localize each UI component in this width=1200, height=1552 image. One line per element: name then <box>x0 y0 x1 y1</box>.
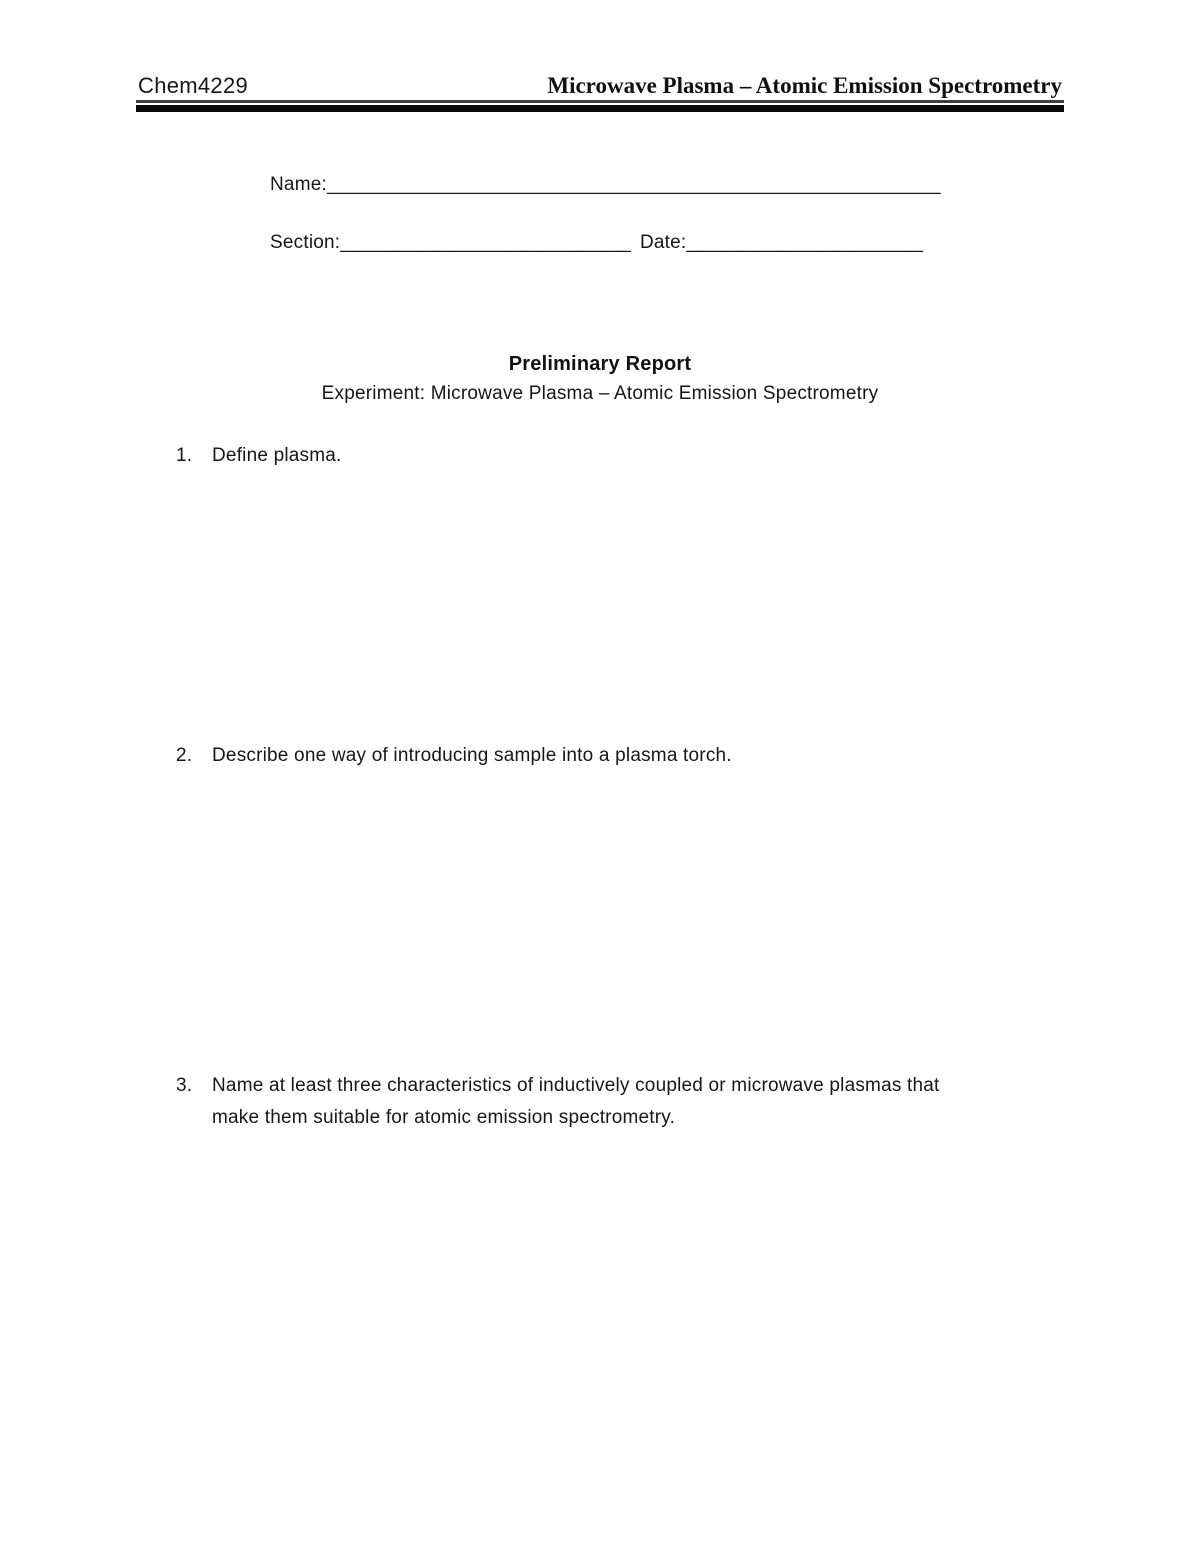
header-rule-thick-line <box>136 105 1064 112</box>
name-blank: _________________________________________________________ <box>326 174 941 195</box>
section-label: Section: <box>270 232 341 253</box>
course-code: Chem4229 <box>138 73 249 98</box>
question-1 <box>176 440 1070 472</box>
question-2 <box>176 740 1070 772</box>
question-1-number: 1. <box>176 445 193 466</box>
student-info-block <box>270 172 1200 256</box>
question-2-number: 2. <box>176 745 193 766</box>
report-subtitle: Experiment: Microwave Plasma – Atomic Emission Spectrometry <box>321 383 879 404</box>
name-label: Name: <box>270 174 327 195</box>
question-3 <box>176 1070 1070 1134</box>
question-2-text: Describe one way of introducing sample into a plasma torch. <box>212 745 732 766</box>
section-date-line <box>270 230 1200 256</box>
header-rule-thin-line <box>136 100 1064 103</box>
question-list <box>176 440 1070 1134</box>
question-1-text: Define plasma. <box>212 445 342 466</box>
question-3-line-1: Name at least three characteristics of inductively coupled or microwave plasmas that <box>212 1075 940 1096</box>
question-3-text <box>212 1070 940 1134</box>
question-3-line-2: make them suitable for atomic emission spectrometry. <box>212 1107 676 1128</box>
page-header <box>138 0 1062 100</box>
header-rule <box>136 100 1064 112</box>
date-label: Date: <box>639 232 687 253</box>
date-blank: ______________________ <box>686 232 924 253</box>
name-line <box>270 172 1200 198</box>
section-blank: ___________________________ <box>340 232 631 253</box>
question-3-number: 3. <box>176 1075 193 1096</box>
header-title: Microwave Plasma – Atomic Emission Spectrometry <box>547 73 1062 98</box>
report-title: Preliminary Report <box>508 353 692 375</box>
report-title-block <box>0 349 1200 409</box>
